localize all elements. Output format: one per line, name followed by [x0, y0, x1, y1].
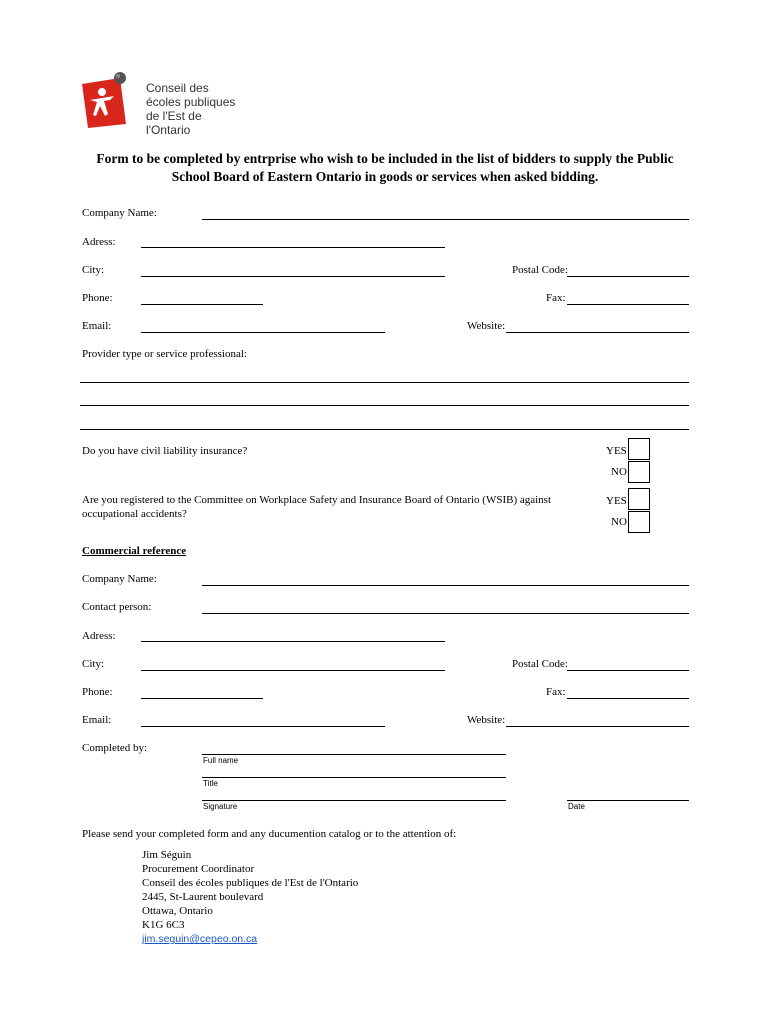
completed-by-label: Completed by: [82, 742, 148, 754]
wsib-no-checkbox[interactable] [628, 511, 650, 533]
provider-type-field-3[interactable] [80, 429, 689, 430]
send-instruction: Please send your completed form and any ducumention catalog or to the attention of: [82, 828, 457, 840]
form-title-line-1: Form to be completed by entrprise who wish to be included in the list of bidders to supply the Public [96, 151, 674, 166]
wsib-question-line-1: Are you registered to the Committee on Workplace Safety and Insurance Board of Ontario (WSIB) against [82, 494, 552, 506]
liability-no-label: NO [611, 466, 627, 478]
wsib-question [82, 493, 551, 521]
liability-no-checkbox[interactable] [628, 461, 650, 483]
provider-type-label: Provider type or service professional: [82, 348, 247, 360]
ref-postal-code-label: Postal Code: [512, 658, 568, 670]
company-name-field[interactable] [202, 219, 689, 220]
company-name-label: Company Name: [82, 207, 157, 219]
logo-line-2: écoles publiques [146, 95, 236, 109]
website-field[interactable] [506, 332, 689, 333]
postal-code-label: Postal Code: [512, 264, 568, 276]
ref-fax-label: Fax: [546, 686, 566, 698]
provider-type-field-2[interactable] [80, 405, 689, 406]
title-field[interactable] [202, 777, 506, 778]
ref-phone-label: Phone: [82, 686, 113, 698]
ref-city-label: City: [82, 658, 105, 670]
signature-field[interactable] [202, 800, 506, 801]
ref-email-label: Email: [82, 714, 112, 726]
website-label: Website: [467, 320, 506, 332]
full-name-field[interactable] [202, 754, 506, 755]
ref-phone-field[interactable] [141, 698, 263, 699]
ref-city-field[interactable] [141, 670, 445, 671]
wsib-yes-checkbox[interactable] [628, 488, 650, 510]
title-caption: Title [203, 779, 218, 788]
provider-type-field-1[interactable] [80, 382, 689, 383]
phone-label: Phone: [82, 292, 113, 304]
ref-address-field[interactable] [141, 641, 445, 642]
contact-postal: K1G 6C3 [142, 919, 185, 931]
address-label: Adress: [82, 236, 116, 248]
ref-contact-person-label: Contact person: [82, 601, 152, 613]
signature-caption: Signature [203, 802, 238, 811]
ref-address-label: Adress: [82, 630, 116, 642]
wsib-no-label: NO [611, 516, 627, 528]
logo-line-1: Conseil des [146, 81, 209, 95]
contact-address-block [142, 848, 358, 946]
commercial-reference-heading: Commercial reference [82, 545, 187, 557]
ref-fax-field[interactable] [567, 698, 689, 699]
logo-line-3: de l'Est de l'Ontario [146, 109, 202, 137]
email-field[interactable] [141, 332, 385, 333]
date-field[interactable] [567, 800, 689, 801]
contact-city: Ottawa, Ontario [142, 905, 213, 917]
ref-postal-code-field[interactable] [567, 670, 689, 671]
postal-code-field[interactable] [567, 276, 689, 277]
contact-name: Jim Séguin [142, 849, 192, 861]
ref-website-field[interactable] [506, 726, 689, 727]
ref-contact-person-field[interactable] [202, 613, 689, 614]
contact-email-link[interactable]: jim.seguin@cepeo.on.ca [142, 933, 258, 945]
contact-role: Procurement Coordinator [142, 863, 255, 875]
ref-company-name-field[interactable] [202, 585, 689, 586]
logo [80, 70, 240, 137]
logo-mark-icon [80, 70, 132, 128]
contact-org: Conseil des écoles publiques de l'Est de l'Ontario [142, 877, 359, 889]
fax-label: Fax: [546, 292, 566, 304]
liability-question: Do you have civil liability insurance? [82, 445, 248, 457]
contact-street: 2445, St-Laurent boulevard [142, 891, 264, 903]
address-field[interactable] [141, 247, 445, 248]
ref-company-name-label: Company Name: [82, 573, 157, 585]
city-field[interactable] [141, 276, 445, 277]
date-caption: Date [568, 802, 585, 811]
liability-yes-checkbox[interactable] [628, 438, 650, 460]
fax-field[interactable] [567, 304, 689, 305]
form-title [80, 150, 690, 186]
city-label: City: [82, 264, 105, 276]
email-label: Email: [82, 320, 112, 332]
form-title-line-2: School Board of Eastern Ontario in goods or services when asked bidding. [171, 169, 599, 184]
wsib-question-line-2: occupational accidents? [82, 508, 187, 520]
wsib-yes-label: YES [606, 495, 627, 507]
liability-yes-label: YES [606, 445, 627, 457]
ref-email-field[interactable] [141, 726, 385, 727]
full-name-caption: Full name [203, 756, 239, 765]
ref-website-label: Website: [467, 714, 506, 726]
phone-field[interactable] [141, 304, 263, 305]
